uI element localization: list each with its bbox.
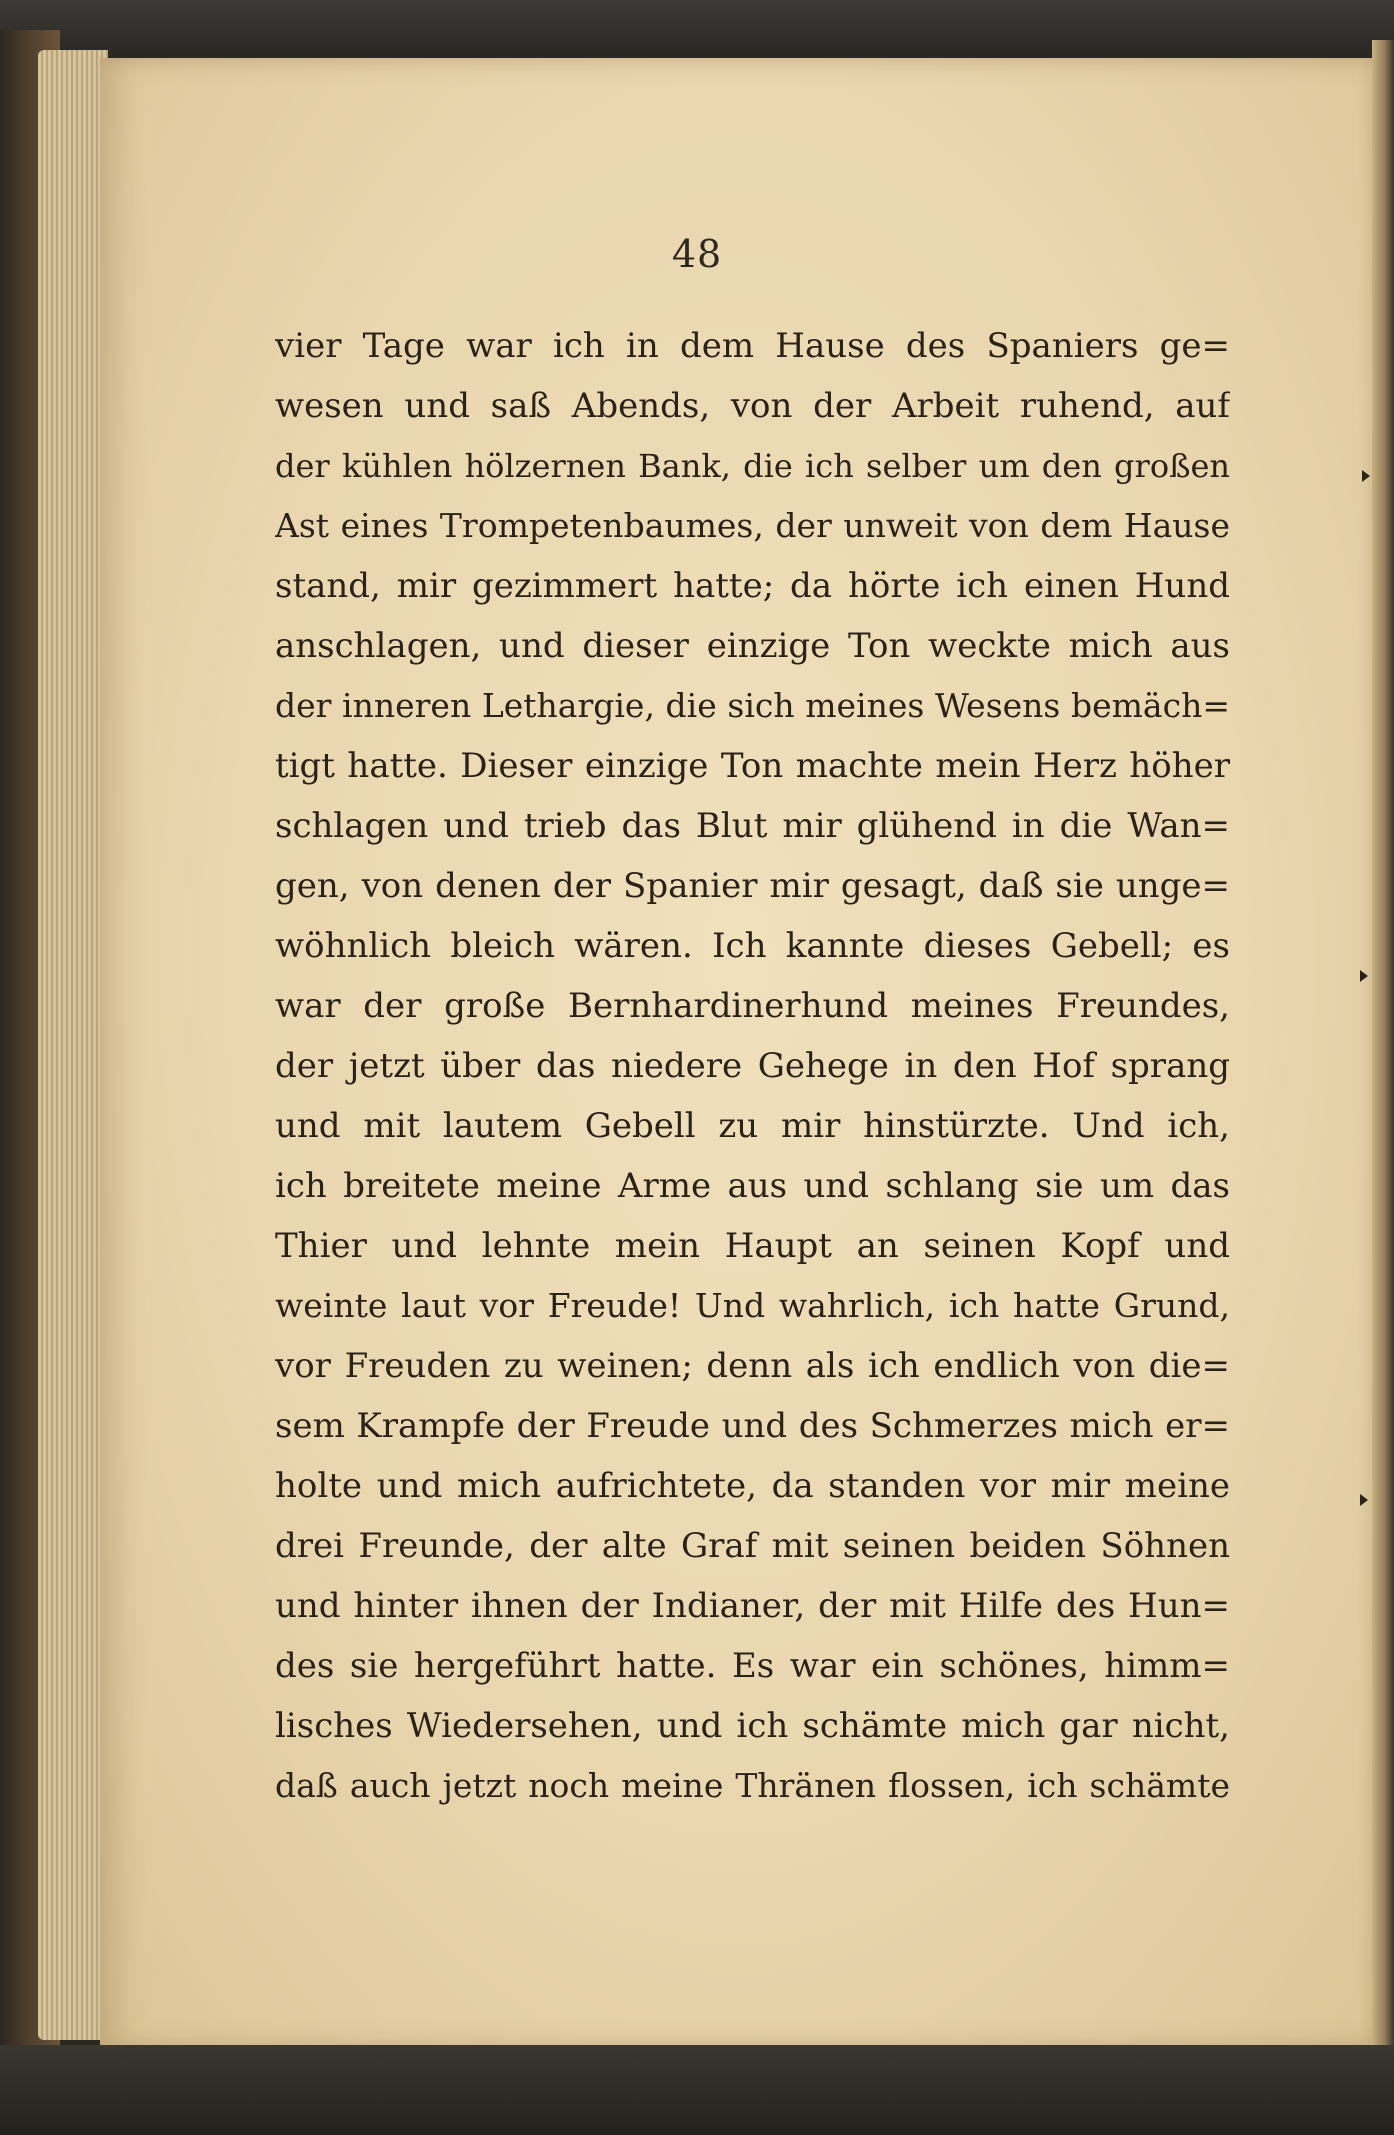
text-line: war der große Bernhardinerhund meines Freundes,: [275, 986, 1230, 1026]
text-line: Ast eines Trompetenbaumes, der unweit von dem Hause: [275, 506, 1230, 545]
text-line: weinte laut vor Freude! Und wahrlich, ich hatte Grund,: [275, 1286, 1230, 1325]
body-text: [275, 316, 1230, 1816]
text-line: holte und mich aufrichtete, da standen vor mir meine: [275, 1466, 1230, 1506]
text-line: tigt hatte. Dieser einzige Ton machte mein Herz höher: [275, 746, 1230, 786]
text-line: der kühlen hölzernen Bank, die ich selber um den großen: [275, 447, 1230, 485]
text-line: wöhnlich bleich wären. Ich kannte dieses Gebell; es: [275, 926, 1230, 966]
text-line: Thier und lehnte mein Haupt an seinen Kopf und: [275, 1226, 1230, 1266]
book-top-edge: [0, 0, 1394, 50]
margin-mark-icon: [1360, 1494, 1368, 1506]
text-line: und hinter ihnen der Indianer, der mit Hilfe des Hun=: [275, 1586, 1230, 1626]
text-line: sem Krampfe der Freude und des Schmerzes mich er=: [275, 1406, 1230, 1446]
text-line: ich breitete meine Arme aus und schlang sie um das: [275, 1166, 1230, 1206]
text-line: wesen und saß Abends, von der Arbeit ruhend, auf: [275, 386, 1230, 426]
margin-mark-icon: [1362, 470, 1370, 482]
text-line: vier Tage war ich in dem Hause des Spaniers ge=: [275, 326, 1230, 366]
text-line: schlagen und trieb das Blut mir glühend in die Wan=: [275, 806, 1230, 846]
page-number: 48: [671, 232, 723, 276]
page-right-edge: [1372, 40, 1394, 2090]
text-line: der inneren Lethargie, die sich meines Wesens bemäch=: [275, 686, 1230, 725]
page-stack-edges: [38, 50, 108, 2040]
text-line: drei Freunde, der alte Graf mit seinen beiden Söhnen: [275, 1526, 1230, 1566]
text-line: des sie hergeführt hatte. Es war ein schönes, himm=: [275, 1646, 1230, 1686]
text-line: lisches Wiedersehen, und ich schämte mich gar nicht,: [275, 1706, 1230, 1746]
text-line: vor Freuden zu weinen; denn als ich endlich von die=: [275, 1346, 1230, 1386]
text-line: und mit lautem Gebell zu mir hinstürzte. Und ich,: [275, 1106, 1230, 1146]
book-bottom-edge: [0, 2045, 1394, 2135]
text-line: anschlagen, und dieser einzige Ton weckte mich aus: [275, 626, 1230, 666]
text-line: daß auch jetzt noch meine Thränen flossen, ich schämte: [275, 1766, 1230, 1805]
margin-mark-icon: [1360, 970, 1368, 982]
text-line: stand, mir gezimmert hatte; da hörte ich einen Hund: [275, 566, 1230, 606]
text-line: der jetzt über das niedere Gehege in den Hof sprang: [275, 1046, 1230, 1086]
text-line: gen, von denen der Spanier mir gesagt, daß sie unge=: [275, 866, 1230, 906]
